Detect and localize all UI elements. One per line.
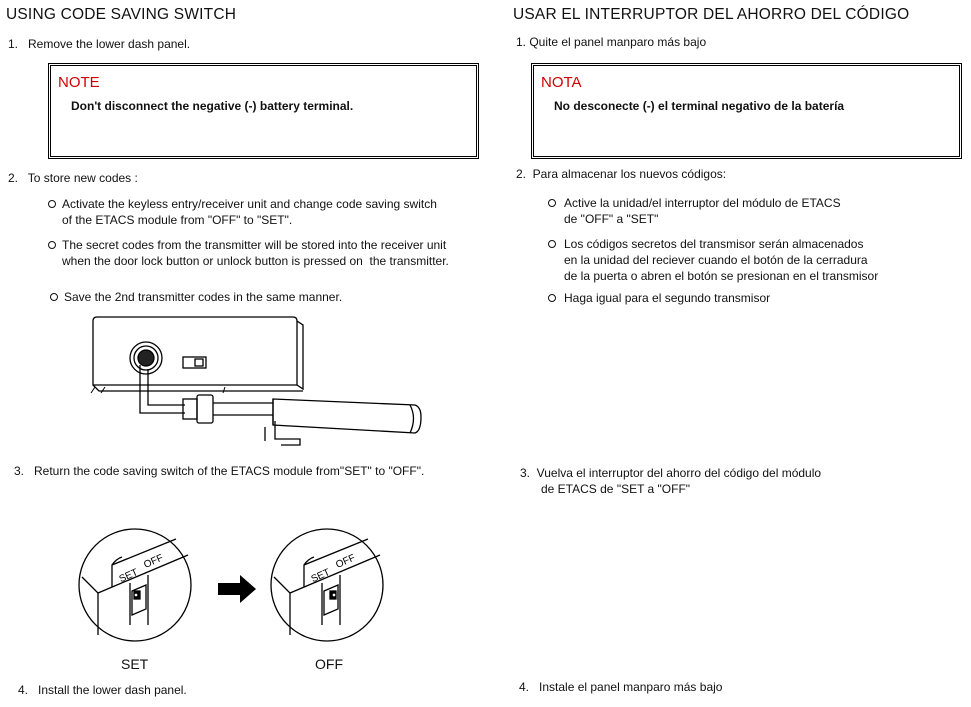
step3-line1-es: 3. Vuelva el interruptor del ahorro del código del módulo bbox=[520, 466, 822, 480]
bullet3-en: Save the 2nd transmitter codes in the same manner. bbox=[64, 290, 343, 304]
switch-position-illustration bbox=[72, 525, 402, 655]
note-box-es bbox=[531, 63, 962, 159]
bullet-icon bbox=[50, 293, 58, 301]
bullet-icon bbox=[48, 241, 56, 249]
switch-label-off: OFF bbox=[334, 552, 357, 571]
label-set: SET bbox=[121, 656, 149, 672]
step3-en: 3. Return the code saving switch of the ETACS module from"SET" to "OFF". bbox=[14, 464, 425, 478]
arrow-right-icon bbox=[218, 575, 256, 603]
bullet-icon bbox=[48, 200, 56, 208]
bullet2-line1-es: Los códigos secretos del transmisor serán almacenados bbox=[564, 237, 864, 251]
note-body-es: No desconecte (-) el terminal negativo de la batería bbox=[554, 99, 845, 113]
bullet-icon bbox=[548, 240, 556, 248]
title-es: USAR EL INTERRUPTOR DEL AHORRO DEL CÓDIGO bbox=[513, 6, 910, 23]
title-en: USING CODE SAVING SWITCH bbox=[6, 6, 237, 23]
step2-en: 2. To store new codes : bbox=[8, 171, 138, 185]
bullet2-line1-en: The secret codes from the transmitter will be stored into the receiver unit bbox=[62, 238, 447, 252]
step1-en: 1. Remove the lower dash panel. bbox=[8, 37, 191, 51]
etacs-module-illustration bbox=[85, 313, 430, 453]
bullet2-line3-es: de la puerta o abren el botón se presionan en el transmisor bbox=[564, 269, 879, 283]
label-off: OFF bbox=[315, 656, 343, 672]
bullet-icon bbox=[548, 294, 556, 302]
note-heading-en: NOTE bbox=[58, 74, 100, 91]
note-body-en: Don't disconnect the negative (-) battery terminal. bbox=[71, 99, 354, 113]
step4-en: 4. Install the lower dash panel. bbox=[18, 683, 187, 697]
step3-line2-es: de ETACS de "SET a "OFF" bbox=[541, 482, 691, 496]
switch-label-off: OFF bbox=[142, 552, 165, 571]
note-heading-es: NOTA bbox=[541, 74, 582, 91]
step2-es: 2. Para almacenar los nuevos códigos: bbox=[516, 167, 727, 181]
bullet2-line2-en: when the door lock button or unlock button is pressed on the transmitter. bbox=[62, 254, 449, 268]
bullet1-line1-es: Active la unidad/el interruptor del módulo de ETACS bbox=[564, 196, 841, 210]
bullet2-line2-es: en la unidad del reciever cuando el botón de la cerradura bbox=[564, 253, 868, 267]
bullet1-line1-en: Activate the keyless entry/receiver unit and change code saving switch bbox=[62, 197, 437, 211]
bullet1-line2-en: of the ETACS module from "OFF" to "SET". bbox=[62, 213, 293, 227]
bullet1-line2-es: de "OFF" a "SET" bbox=[564, 212, 659, 226]
bullet3-es: Haga igual para el segundo transmisor bbox=[564, 291, 771, 305]
bullet-icon bbox=[548, 199, 556, 207]
switch-label-set: SET bbox=[309, 567, 332, 586]
switch-label-set: SET bbox=[117, 567, 140, 586]
step4-es: 4. Instale el panel manparo más bajo bbox=[519, 680, 723, 694]
step1-es: 1. Quite el panel manparo más bajo bbox=[516, 35, 707, 49]
note-box-en bbox=[48, 63, 479, 159]
